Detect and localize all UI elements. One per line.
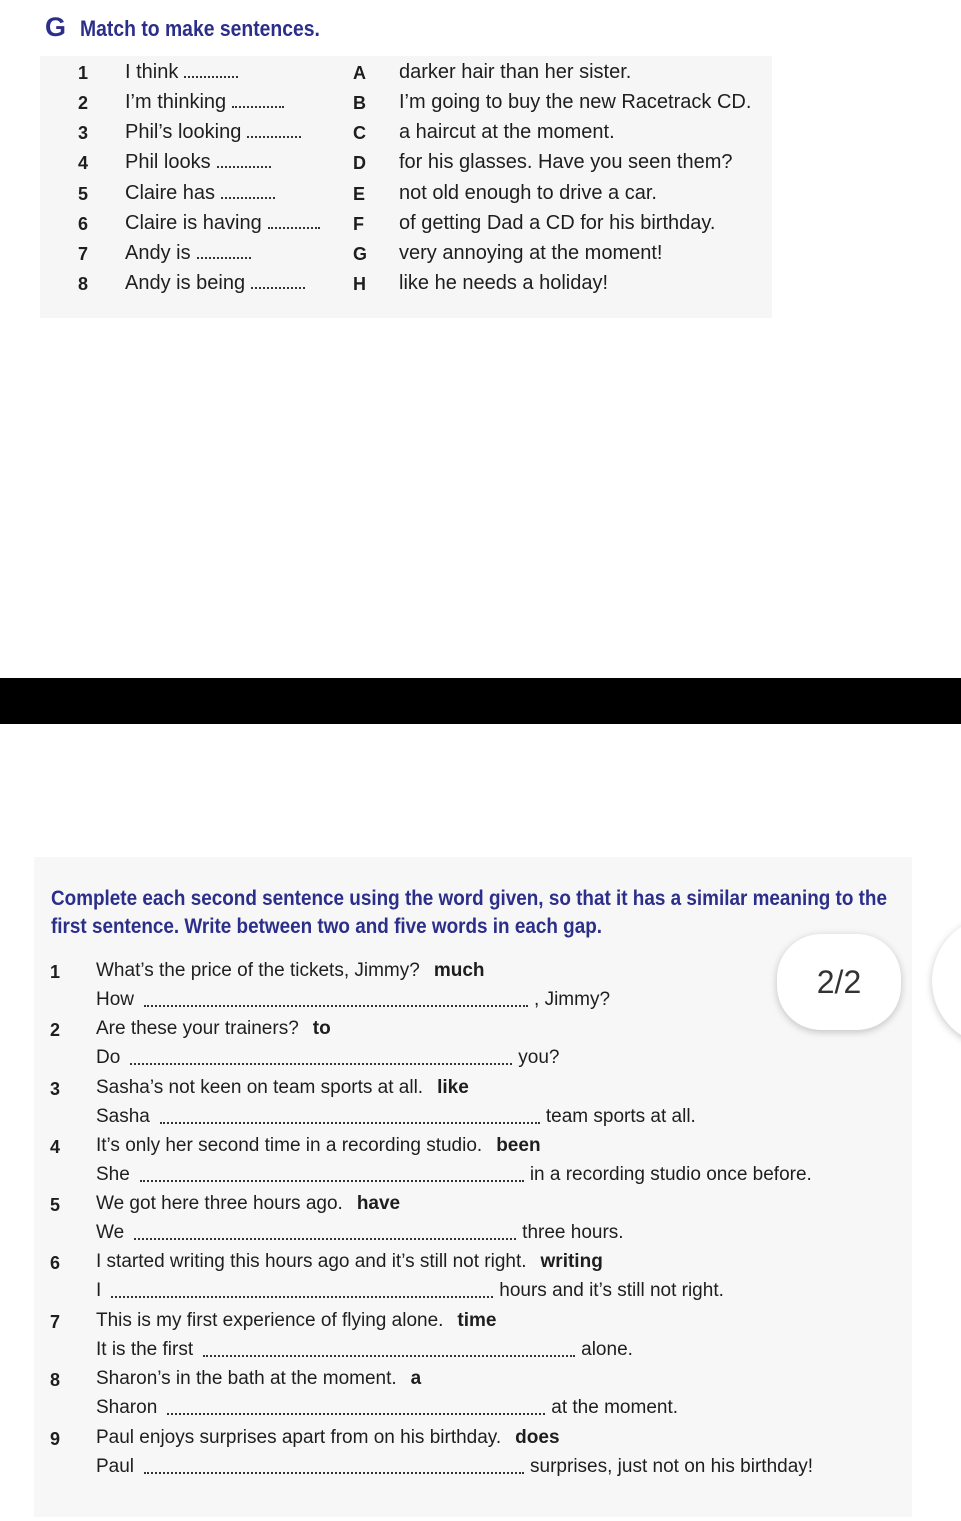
- match-row: [40, 59, 772, 89]
- row-number: 6: [78, 214, 89, 234]
- item-number: 4: [50, 1137, 61, 1157]
- answer-gap[interactable]: [111, 1284, 493, 1298]
- match-row: [40, 180, 772, 210]
- item-answer-line: Do you?: [96, 1047, 560, 1068]
- row-number: 1: [78, 63, 89, 83]
- item-question: Paul enjoys surprises apart from on his birthday. does: [96, 1427, 560, 1448]
- exercise-item: [0, 1249, 961, 1307]
- item-question: What’s the price of the tickets, Jimmy? much: [96, 960, 485, 981]
- item-question: It’s only her second time in a recording studio. been: [96, 1135, 541, 1156]
- divider-bar: [0, 678, 961, 724]
- match-exercise-panel: [0, 0, 961, 678]
- item-question: Sharon’s in the bath at the moment. a: [96, 1368, 422, 1389]
- exercise-item: [0, 1366, 961, 1424]
- key-word: time: [457, 1310, 497, 1331]
- item-question: We got here three hours ago. have: [96, 1193, 401, 1214]
- answer-gap[interactable]: [184, 62, 238, 78]
- exercise-item: [0, 1075, 961, 1133]
- answer-gap[interactable]: [247, 122, 301, 138]
- item-number: 9: [50, 1429, 61, 1449]
- answer-gap[interactable]: [197, 243, 251, 259]
- item-number: 1: [50, 962, 61, 982]
- row-number: 5: [78, 184, 89, 204]
- sentence-start: Andy is being: [125, 272, 305, 295]
- answer-gap[interactable]: [251, 273, 305, 289]
- answer-gap[interactable]: [167, 1401, 545, 1415]
- sentence-end: like he needs a holiday!: [399, 272, 609, 294]
- item-number: 8: [50, 1370, 61, 1390]
- answer-gap[interactable]: [130, 1051, 512, 1065]
- item-answer-line: I hours and it’s still not right.: [96, 1280, 724, 1301]
- match-row: [40, 270, 772, 300]
- item-answer-line: How , Jimmy?: [96, 989, 611, 1010]
- sentence-end: I’m going to buy the new Racetrack CD.: [399, 91, 752, 113]
- item-number: 3: [50, 1079, 61, 1099]
- sentence-end: for his glasses. Have you seen them?: [399, 151, 733, 173]
- sentence-end: a haircut at the moment.: [399, 121, 615, 143]
- answer-gap[interactable]: [221, 183, 275, 199]
- item-number: 5: [50, 1195, 61, 1215]
- sentence-start: Phil’s looking: [125, 121, 301, 144]
- row-number: 8: [78, 274, 89, 294]
- key-word: writing: [540, 1251, 603, 1272]
- sentence-start: Claire is having: [125, 212, 320, 235]
- item-answer-line: It is the first alone.: [96, 1339, 633, 1360]
- sentence-start: Claire has: [125, 182, 275, 205]
- row-letter: F: [353, 214, 364, 234]
- sentence-start: Phil looks: [125, 151, 271, 174]
- exercise-item: [0, 1191, 961, 1249]
- key-word: have: [356, 1193, 401, 1214]
- item-question: I started writing this hours ago and it’s still not right. writing: [96, 1251, 603, 1272]
- exercise-item: [0, 1308, 961, 1366]
- item-number: 2: [50, 1020, 61, 1040]
- item-answer-line: Sasha team sports at all.: [96, 1106, 696, 1127]
- sentence-start: Andy is: [125, 242, 251, 265]
- item-question: Sasha’s not keen on team sports at all. like: [96, 1077, 469, 1098]
- item-question: Are these your trainers? to: [96, 1018, 331, 1039]
- answer-gap[interactable]: [268, 213, 320, 229]
- exercise-item: [0, 1425, 961, 1483]
- sentence-end: darker hair than her sister.: [399, 61, 632, 83]
- item-number: 7: [50, 1312, 61, 1332]
- row-letter: E: [353, 184, 366, 204]
- match-row: [40, 119, 772, 149]
- sentence-end: of getting Dad a CD for his birthday.: [399, 212, 716, 234]
- match-row: [40, 149, 772, 179]
- row-number: 2: [78, 93, 89, 113]
- exercise-letter: G: [45, 12, 67, 42]
- sentence-start: I think: [125, 61, 238, 84]
- key-word: like: [437, 1077, 469, 1098]
- key-word: a: [410, 1368, 422, 1389]
- key-word: been: [496, 1135, 541, 1156]
- item-answer-line: She in a recording studio once before.: [96, 1164, 812, 1185]
- row-number: 4: [78, 153, 89, 173]
- answer-gap[interactable]: [203, 1343, 575, 1357]
- answer-gap[interactable]: [217, 152, 271, 168]
- page-indicator[interactable]: 2/2: [777, 934, 901, 1030]
- row-letter: B: [353, 93, 366, 113]
- item-answer-line: Sharon at the moment.: [96, 1397, 679, 1418]
- match-row: [40, 240, 772, 270]
- exercise-item: [0, 1133, 961, 1191]
- item-number: 6: [50, 1253, 61, 1273]
- row-letter: A: [353, 63, 366, 83]
- sentence-end: not old enough to drive a car.: [399, 182, 657, 204]
- answer-gap[interactable]: [232, 92, 284, 108]
- answer-gap[interactable]: [144, 1460, 524, 1474]
- item-answer-line: We three hours.: [96, 1222, 624, 1243]
- sentence-end: very annoying at the moment!: [399, 242, 663, 264]
- row-letter: H: [353, 274, 366, 294]
- key-word: does: [515, 1427, 560, 1448]
- answer-gap[interactable]: [144, 993, 528, 1007]
- match-row: [40, 89, 772, 119]
- row-letter: D: [353, 153, 366, 173]
- row-number: 3: [78, 123, 89, 143]
- row-letter: G: [353, 244, 368, 264]
- key-word: to: [312, 1018, 331, 1039]
- item-question: This is my first experience of flying alone. time: [96, 1310, 497, 1331]
- row-letter: C: [353, 123, 366, 143]
- exercise-title: Match to make sentences.: [80, 16, 320, 41]
- match-row: [40, 210, 772, 240]
- match-table: [40, 56, 772, 318]
- exercise-instruction: Complete each second sentence using the word given, so that it has a similar meaning to the first sentence. Write between two and five words in each gap.: [51, 887, 887, 938]
- row-number: 7: [78, 244, 89, 264]
- answer-gap[interactable]: [134, 1226, 516, 1240]
- item-answer-line: Paul surprises, just not on his birthday!: [96, 1456, 814, 1477]
- sentence-start: I’m thinking: [125, 91, 284, 114]
- key-word: much: [433, 960, 485, 981]
- answer-gap[interactable]: [160, 1110, 540, 1124]
- answer-gap[interactable]: [140, 1168, 524, 1182]
